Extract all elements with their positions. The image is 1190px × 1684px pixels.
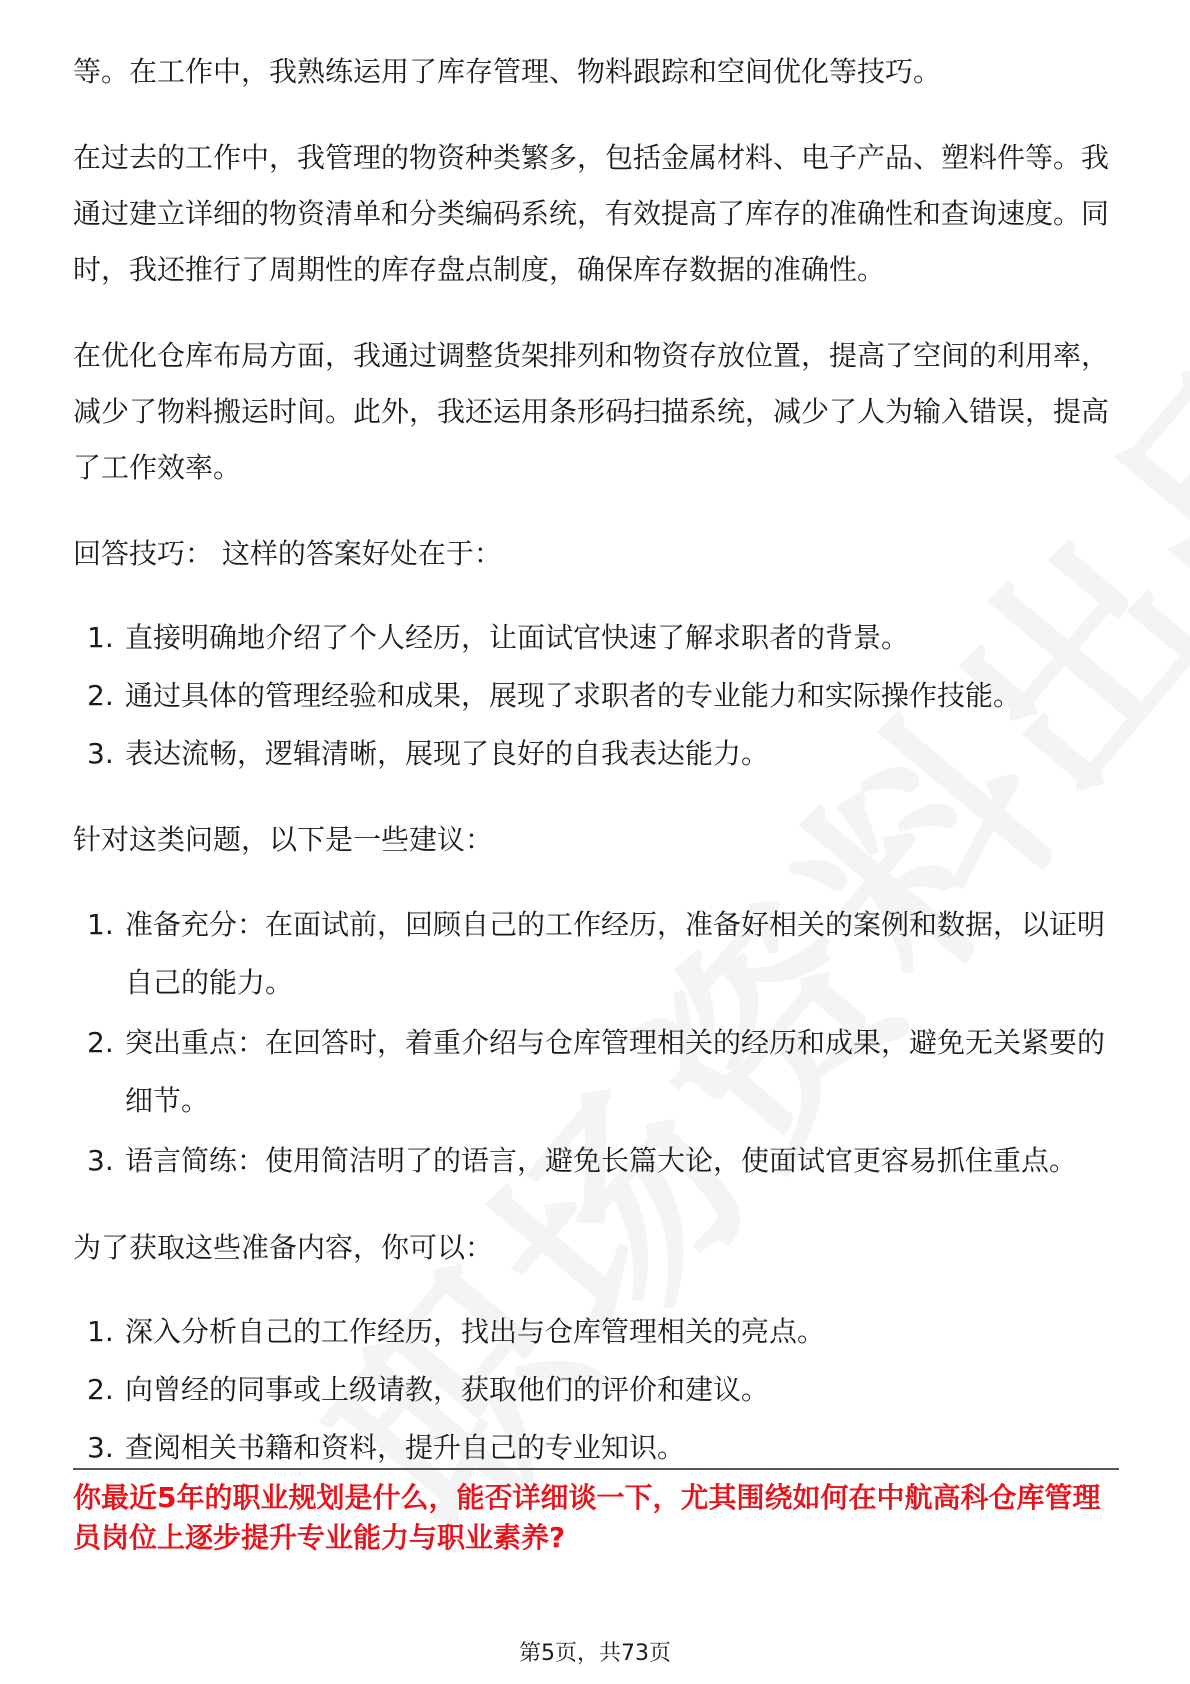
list-item <box>73 1362 1123 1418</box>
list-number: 3. <box>87 1431 114 1464</box>
paragraph: 在优化仓库布局方面，我通过调整货架排列和物资存放位置，提高了空间的利用率，减少了物料搬运时间。此外，我还运用条形码扫描系统，减少了人为输入错误，提高了工作效率。 <box>73 339 1110 484</box>
list-item <box>73 726 1123 782</box>
paragraph: 在过去的工作中，我管理的物资种类繁多，包括金属材料、电子产品、塑料件等。我通过建立详细的物资清单和分类编码系统，有效提高了库存的准确性和查询速度。同时，我还推行了周期性的库存盘点制度，确保库存数据的准确性。 <box>73 141 1110 286</box>
list-number: 3. <box>87 1144 114 1177</box>
advice-heading: 针对这类问题，以下是一些建议： <box>73 823 494 856</box>
list-number: 2. <box>87 1373 114 1406</box>
list-item <box>73 1132 1123 1190</box>
tips-heading: 回答技巧： 这样的答案好处在于： <box>73 537 502 570</box>
tips-list <box>73 610 1123 782</box>
page-content <box>73 44 1123 1506</box>
list-number: 3. <box>87 737 114 770</box>
prep-heading: 为了获取这些准备内容，你可以： <box>73 1231 494 1264</box>
list-text: 突出重点：在回答时，着重介绍与仓库管理相关的经历和成果，避免无关紧要的细节。 <box>125 1026 1106 1117</box>
list-text: 表达流畅，逻辑清晰，展现了良好的自我表达能力。 <box>125 737 770 770</box>
list-text: 直接明确地介绍了个人经历，让面试官快速了解求职者的背景。 <box>125 621 910 654</box>
divider <box>73 1468 1119 1470</box>
list-number: 1. <box>87 621 114 654</box>
list-item <box>73 1014 1123 1130</box>
list-text: 查阅相关书籍和资料，提升自己的专业知识。 <box>125 1431 686 1464</box>
list-number: 2. <box>87 679 114 712</box>
list-item <box>73 668 1123 724</box>
list-number: 1. <box>87 1315 114 1348</box>
list-number: 2. <box>87 1026 114 1059</box>
prep-list <box>73 1304 1123 1476</box>
list-text: 语言简练：使用简洁明了的语言，避免长篇大论，使面试官更容易抓住重点。 <box>125 1144 1078 1177</box>
next-question: 你最近5年的职业规划是什么，能否详细谈一下，尤其围绕如何在中航高科仓库管理员岗位上逐步提升专业能力与职业素养? <box>73 1481 1101 1554</box>
paragraph: 等。在工作中，我熟练运用了库存管理、物料跟踪和空间优化等技巧。 <box>73 55 942 88</box>
list-text: 准备充分：在面试前，回顾自己的工作经历，准备好相关的案例和数据，以证明自己的能力。 <box>125 908 1106 999</box>
list-text: 深入分析自己的工作经历，找出与仓库管理相关的亮点。 <box>125 1315 826 1348</box>
list-item <box>73 610 1123 666</box>
list-text: 通过具体的管理经验和成果，展现了求职者的专业能力和实际操作技能。 <box>125 679 1022 712</box>
list-number: 1. <box>87 908 114 941</box>
list-text: 向曾经的同事或上级请教，获取他们的评价和建议。 <box>125 1373 770 1406</box>
advice-list <box>73 896 1123 1190</box>
page-number: 第5页，共73页 <box>519 1641 671 1666</box>
list-item <box>73 1304 1123 1360</box>
list-item <box>73 896 1123 1012</box>
